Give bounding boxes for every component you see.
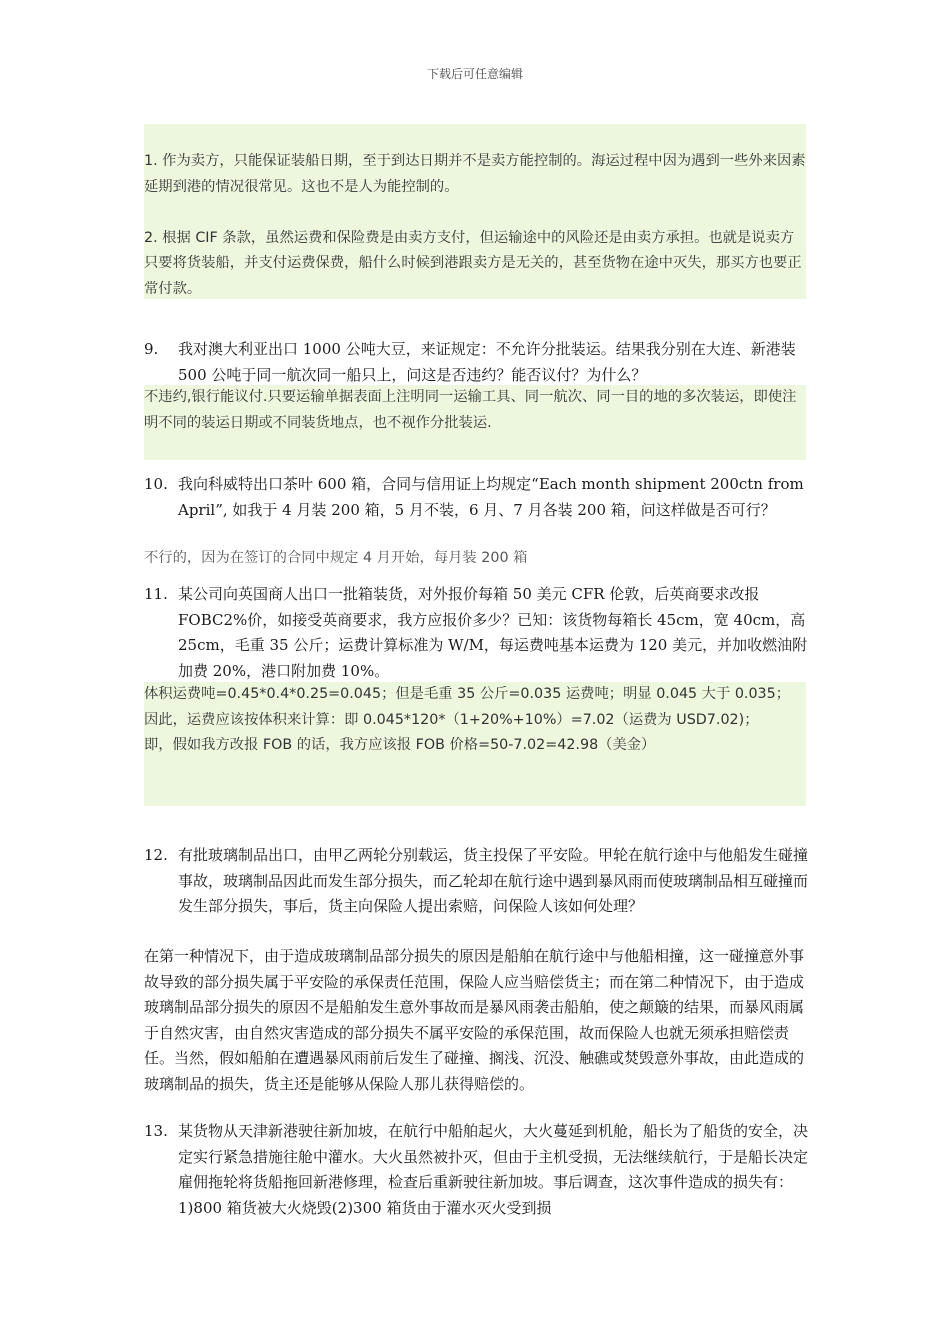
question-number: 12. — [144, 846, 168, 864]
answer-9 — [144, 385, 806, 460]
answer-block-1 — [144, 124, 806, 299]
answer-12 — [144, 944, 810, 1097]
question-13 — [144, 1119, 812, 1221]
question-9 — [144, 337, 812, 388]
question-10 — [144, 472, 812, 523]
question-text: 有批玻璃制品出口，由甲乙两轮分别载运，货主投保了平安险。甲轮在航行途中与他船发生碰撞事故，玻璃制品因此而发生部分损失，而乙轮却在航行途中遇到暴风雨而使玻璃制品相互碰撞而发生部分损失，事后，货主向保险人提出索赔，问保险人该如何处理？ — [178, 846, 809, 915]
answer-10: 不行的，因为在签订的合同中规定 4 月开始，每月装 200 箱 — [144, 550, 528, 566]
question-11 — [144, 582, 812, 684]
answer-paragraph-2: 2. 根据 CIF 条款，虽然运费和保险费是由卖方支付，但运输途中的风险还是由卖方承担。也就是说卖方只要将货装船，并支付运费保费，船什么时候到港跟卖方是无关的，甚至货物在途中灭失，那买方也要正常付款。 — [144, 229, 802, 297]
question-number: 13. — [144, 1122, 168, 1140]
answer-line-1: 体积运费吨=0.45*0.4*0.25=0.045；但是毛重 35 公斤=0.035 运费吨；明显 0.045 大于 0.035； — [144, 686, 791, 702]
question-number: 10. — [144, 475, 168, 493]
answer-text: 不违约,银行能议付.只要运输单据表面上注明同一运输工具、同一航次、同一目的地的多次装运，即使注明不同的装运日期或不同装货地点，也不视作分批装运. — [144, 389, 797, 431]
question-text: 某公司向英国商人出口一批箱装货，对外报价每箱 50 美元 CFR 伦敦，后英商要求改报 FOBC2%价，如接受英商要求，我方应报价多少？已知：该货物每箱长 45cm，宽 40cm，高 25cm，毛重 35 公斤；运费计算标准为 W/M，每运费吨基本运费为 120 美元，并加收燃油附加费 20%，港口附加费 10%。 — [178, 585, 808, 680]
answer-text: 在第一种情况下，由于造成玻璃制品部分损失的原因是船舶在航行途中与他船相撞，这一碰撞意外事故导致的部分损失属于平安险的承保责任范围，保险人应当赔偿货主；而在第二种情况下，由于造成玻璃制品部分损失的原因不是船舶发生意外事故而是暴风雨袭击船舶，使之颠簸的结果，而暴风雨属于自然灾害，由自然灾害造成的部分损失不属平安险的承保范围，故而保险人也就无须承担赔偿责任。当然，假如船舶在遭遇暴风雨前后发生了碰撞、搁浅、沉没、触礁或焚毁意外事故，由此造成的玻璃制品的损失，货主还是能够从保险人那儿获得赔偿的。 — [144, 947, 805, 1093]
question-number: 9. — [144, 340, 159, 358]
question-number: 11. — [144, 585, 168, 603]
answer-paragraph-1: 1. 作为卖方，只能保证装船日期，至于到达日期并不是卖方能控制的。海运过程中因为遇到一些外来因素延期到港的情况很常见。这也不是人为能控制的。 — [144, 153, 806, 195]
page-header: 下载后可任意编辑 — [426, 67, 523, 81]
answer-line-2: 因此，运费应该按体积来计算：即 0.045*120*（1+20%+10%）=7.02（运费为 USD7.02)； — [144, 711, 759, 728]
question-text: 我向科威特出口茶叶 600 箱，合同与信用证上均规定“Each month shipment 200ctn from April”, 如我于 4 月装 200 箱，5 月不装，6 月、7 月各装 200 箱，问这样做是否可行？ — [178, 475, 804, 519]
answer-line-3: 即，假如我方改报 FOB 的话，我方应该报 FOB 价格=50-7.02=42.98（美金） — [144, 737, 656, 753]
question-12 — [144, 843, 812, 920]
question-text: 某货物从天津新港驶往新加坡，在航行中船舶起火，大火蔓延到机舱，船长为了船货的安全，决定实行紧急措施往舱中灌水。大火虽然被扑灭，但由于主机受损，无法继续航行，于是船长决定雇佣拖轮将货船拖回新港修理，检查后重新驶往新加坡。事后调查，这次事件造成的损失有：1)800 箱货被大火烧毁(2)300 箱货由于灌水灭火受到损 — [178, 1122, 809, 1217]
answer-11 — [144, 682, 806, 806]
question-text: 我对澳大利亚出口 1000 公吨大豆，来证规定：不允许分批装运。结果我分别在大连、新港装 500 公吨于同一航次同一船只上，问这是否违约？能否议付？为什么？ — [178, 340, 796, 384]
